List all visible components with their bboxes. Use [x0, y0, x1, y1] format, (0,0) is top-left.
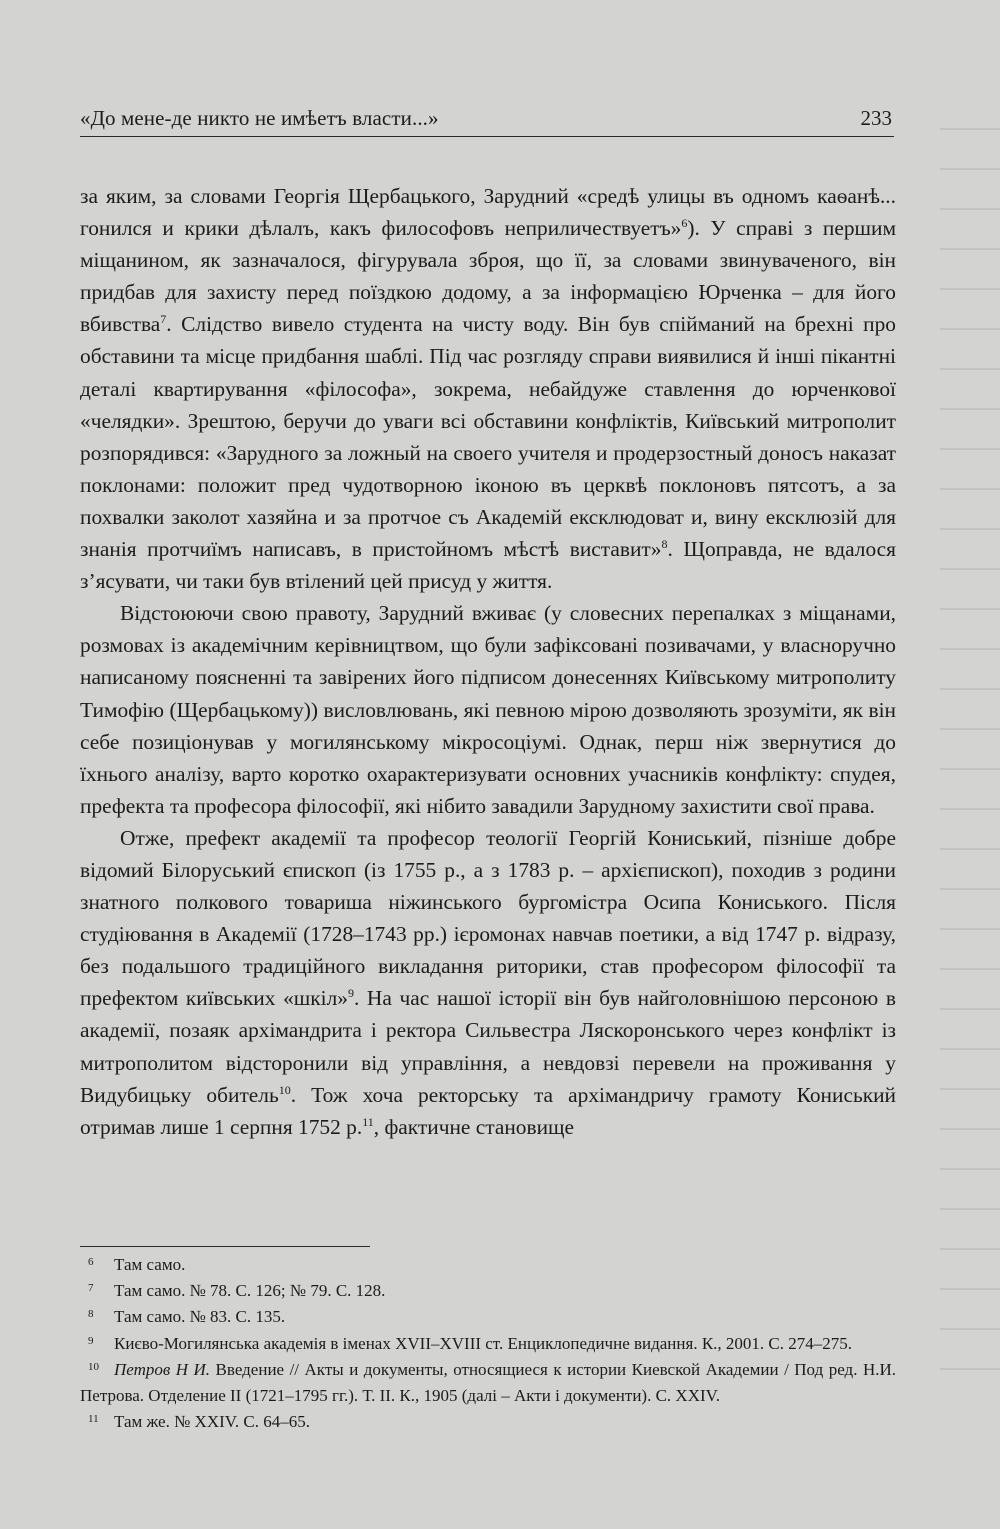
footnote-ref-11: 11 — [362, 1114, 374, 1129]
footnote-10 — [80, 1357, 896, 1409]
paragraph-1-part-1: за яким, за словами Георгія Щербацького, Зарудний «средѣ улицы въ одномъ — [80, 184, 810, 208]
footnote-ref-8: 8 — [661, 536, 668, 551]
paragraph-1-part-5: . Щоправда, не вдалося з’ясувати, чи таки був втілений цей присуд у життя. — [80, 537, 897, 594]
footnote-ref-9: 9 — [347, 986, 354, 1001]
footnote-number: 11 — [88, 1413, 99, 1426]
facing-page-bleed — [940, 90, 1000, 1490]
footnote-number: 7 — [88, 1282, 94, 1295]
paragraph-3-part-1: Отже, префект академії та професор теології Георгій Кониський, пізніше добре відомий Білоруський єпископ (із 1755 р., а з 1783 р. – архієпископ), походив з родини знатного полкового товариша ніжинського бургомістра Осипа Кониського. Після студіювання в Академії (1728–1743 рр.) ієромонах навчав поетики, а від 1747 р. відразу, без подальшого традиційного викладання риторики, став професором філософії та префектом київських «шкіл» — [80, 825, 896, 1011]
footnote-number: 10 — [88, 1360, 99, 1373]
footnote-6 — [80, 1252, 896, 1278]
footnote-ref-6: 6 — [681, 215, 688, 230]
running-header — [80, 100, 894, 137]
page-number: 233 — [860, 106, 892, 130]
footnote-number: 6 — [88, 1256, 94, 1268]
footnotes — [80, 1252, 896, 1435]
body-text — [80, 180, 896, 1143]
footnote-author: Петров Н И. — [114, 1359, 211, 1379]
footnote-9 — [80, 1331, 896, 1357]
footnote-text: Там само. № 83. С. 135. — [114, 1307, 286, 1327]
footnote-text: Там само. — [114, 1255, 186, 1274]
footnote-text: Там само. № 78. С. 126; № 79. С. 128. — [114, 1281, 386, 1301]
footnote-7 — [80, 1278, 896, 1304]
footnote-text: Києво-Могилянська академія в іменах XVII–XVIII ст. Енциклопедичне видання. К., 2001. С. 274–275. — [114, 1333, 852, 1353]
paragraph-3-part-3: . Тож хоча ректорську та архімандричу грамоту Кониський отримав лише 1 серпня 1752 р. — [80, 1082, 896, 1139]
footnote-number: 8 — [88, 1308, 94, 1321]
paragraph-3 — [80, 822, 896, 1143]
paragraph-1-part-2: каѳанѣ... гонился и крики дѣлалъ, какъ философовъ неприличествуетъ» — [80, 184, 896, 241]
paragraph-1-part-3: ). У справі з першим міщанином, як зазначалося, фігурувала зброя, що її, за словами звинуваченого, він придбав для захисту перед поїздкою додому, а за інформацією Юрченка – для його вбивства — [80, 216, 896, 337]
paragraph-2: Відстоюючи свою правоту, Зарудний вживає (у словесних перепалках з міщанами, розмовах із академічним керівництвом, що були зафіксовані позивачами, у власноручно написаному поясненні та завірених його підписом донесеннях Київському митрополиту Тимофію (Щербацькому)) висловлювань, які певною мірою дозволяють зрозуміти, як він себе позиціонував у могилянському мікросоціумі. Однак, перш ніж звернутися до їхнього аналізу, варто коротко охарактеризувати основних учасників конфлікту: спудея, префекта та професора філософії, які нібито завадили Зарудному захистити свої права. — [80, 601, 896, 818]
paragraph-3-part-2: . На час нашої історії він був найголовнішою персоною в академії, позаяк архімандрита і ректора Сильвестра Ляскоронського через конфлікт із митрополитом відсторонили від управління, а невдовзі перевели на проживання у Видубицьку обитель — [80, 986, 896, 1107]
footnote-8 — [80, 1304, 896, 1330]
paragraph-1-part-4: . Слідство вивело студента на чисту воду. Він був спійманий на брехні про обставини та місце придбання шаблі. Під час розгляду справи виявилися й інші пікантні деталі квартирування «філософа», зокрема, небайдуже ставлення до юрченкової «челядки». Зрештою, беручи до уваги всі обставини конфліктів, Київський митрополит розпорядився: «Зарудного за ложный на своего учителя и продерзостный доносъ наказат поклонами: положит пред чудотворною іконою въ церквѣ поклоновъ пятсотъ, а за похвалки заколот хазяйна и за протчое съ Академій ексклюдоват и, вину ексклюзій для знанія протчиїмъ написавъ, в пристойномъ мѣстѣ виставит» — [80, 312, 896, 562]
running-title: «До мене-де никто не имѣетъ власти...» — [80, 106, 439, 130]
footnote-ref-10: 10 — [278, 1082, 291, 1097]
footnote-number: 9 — [88, 1334, 94, 1347]
footnote-11 — [80, 1409, 896, 1435]
footnote-ref-7: 7 — [160, 312, 167, 327]
footnote-divider — [80, 1246, 370, 1247]
footnote-text: Введение // Акты и документы, относящиеся к истории Киевской Академии / Под ред. Н.И. Петрова. Отделение II (1721–1795 гг.). Т. II. К., 1905 (далі – Акти і документи). С. XXIV. — [80, 1359, 896, 1406]
paragraph-3-part-4: , фактичне становище — [373, 1114, 575, 1139]
footnote-text: Там же. № XXIV. С. 64–65. — [114, 1412, 310, 1432]
paragraph-1 — [80, 180, 896, 597]
